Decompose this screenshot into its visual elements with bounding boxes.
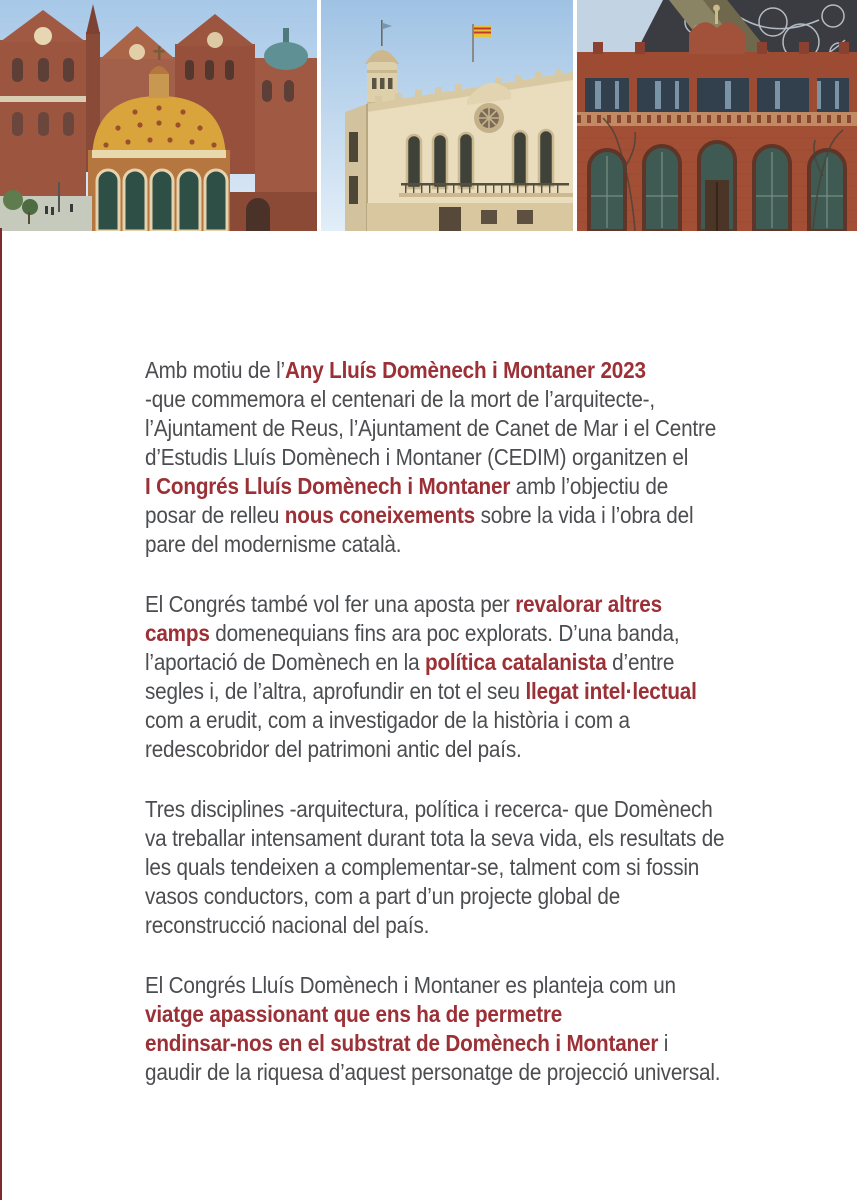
page-edge-rule bbox=[0, 228, 2, 1200]
text-run: va treballar intensament durant tota la seva vida, els resultats de bbox=[145, 825, 725, 851]
photo-banner bbox=[0, 0, 857, 231]
text-run: Tres disciplines -arquitectura, política i recerca- que Domènech bbox=[145, 796, 713, 822]
photo-hospital-sant-pau bbox=[0, 0, 317, 231]
text-run: gaudir de la riquesa d’aquest personatge de projecció universal. bbox=[145, 1059, 721, 1085]
text-run: amb l’objectiu de bbox=[510, 473, 669, 499]
accent-text: política catalanista bbox=[424, 649, 607, 675]
text-run: Amb motiu de l’ bbox=[145, 357, 285, 383]
accent-text: nous coneixements bbox=[284, 502, 476, 528]
hospital-sant-pau-photo bbox=[0, 0, 317, 231]
text-run: l’Ajuntament de Reus, l’Ajuntament de Canet de Mar i el Centre bbox=[145, 415, 717, 441]
accent-text: camps bbox=[145, 620, 210, 646]
text-run: segles i, de l’altra, aprofundir en tot el seu bbox=[145, 678, 526, 704]
accent-text: Any Lluís Domènech i Montaner 2023 bbox=[284, 357, 646, 383]
text-run: vasos conductors, com a part d’un projecte global de bbox=[145, 883, 621, 909]
text-run: les quals tendeixen a complementar-se, talment com si fossin bbox=[145, 854, 700, 880]
text-run: com a erudit, com a investigador de la història i com a bbox=[145, 707, 630, 733]
text-run: El Congrés també vol fer una aposta per bbox=[145, 591, 516, 617]
paragraph bbox=[145, 356, 802, 559]
accent-text: viatge apassionant que ens ha de permetre bbox=[145, 1001, 563, 1027]
text-run: sobre la vida i l’obra del bbox=[475, 502, 694, 528]
accent-text: llegat intel·lectual bbox=[525, 678, 697, 704]
text-run: redescobridor del patrimoni antic del país. bbox=[145, 736, 522, 762]
canet-ateneu-photo bbox=[321, 0, 573, 231]
text-run: posar de relleu bbox=[145, 502, 285, 528]
text-run: -que commemora el centenari de la mort de l’arquitecte-, bbox=[145, 386, 655, 412]
paragraph bbox=[145, 795, 802, 940]
text-run: pare del modernisme català. bbox=[145, 531, 402, 557]
body-text bbox=[145, 356, 802, 1118]
photo-brick-facade bbox=[577, 0, 857, 231]
text-run: d’entre bbox=[606, 649, 675, 675]
brick-facade-photo bbox=[577, 0, 857, 231]
text-run: i bbox=[658, 1030, 669, 1056]
text-run: reconstrucció nacional del país. bbox=[145, 912, 430, 938]
text-run: d’Estudis Lluís Domènech i Montaner (CEDIM) organitzen el bbox=[145, 444, 689, 470]
text-run: El Congrés Lluís Domènech i Montaner es planteja com un bbox=[145, 972, 676, 998]
paragraph bbox=[145, 971, 802, 1087]
accent-text: endinsar-nos en el substrat de Domènech i Montaner bbox=[145, 1030, 659, 1056]
accent-text: revalorar altres bbox=[515, 591, 662, 617]
text-run: domenequians fins ara poc explorats. D’una banda, bbox=[209, 620, 680, 646]
accent-text: I Congrés Lluís Domènech i Montaner bbox=[145, 473, 511, 499]
paragraph bbox=[145, 590, 802, 764]
text-run: l’aportació de Domènech en la bbox=[145, 649, 425, 675]
photo-canet-ateneu bbox=[321, 0, 573, 231]
